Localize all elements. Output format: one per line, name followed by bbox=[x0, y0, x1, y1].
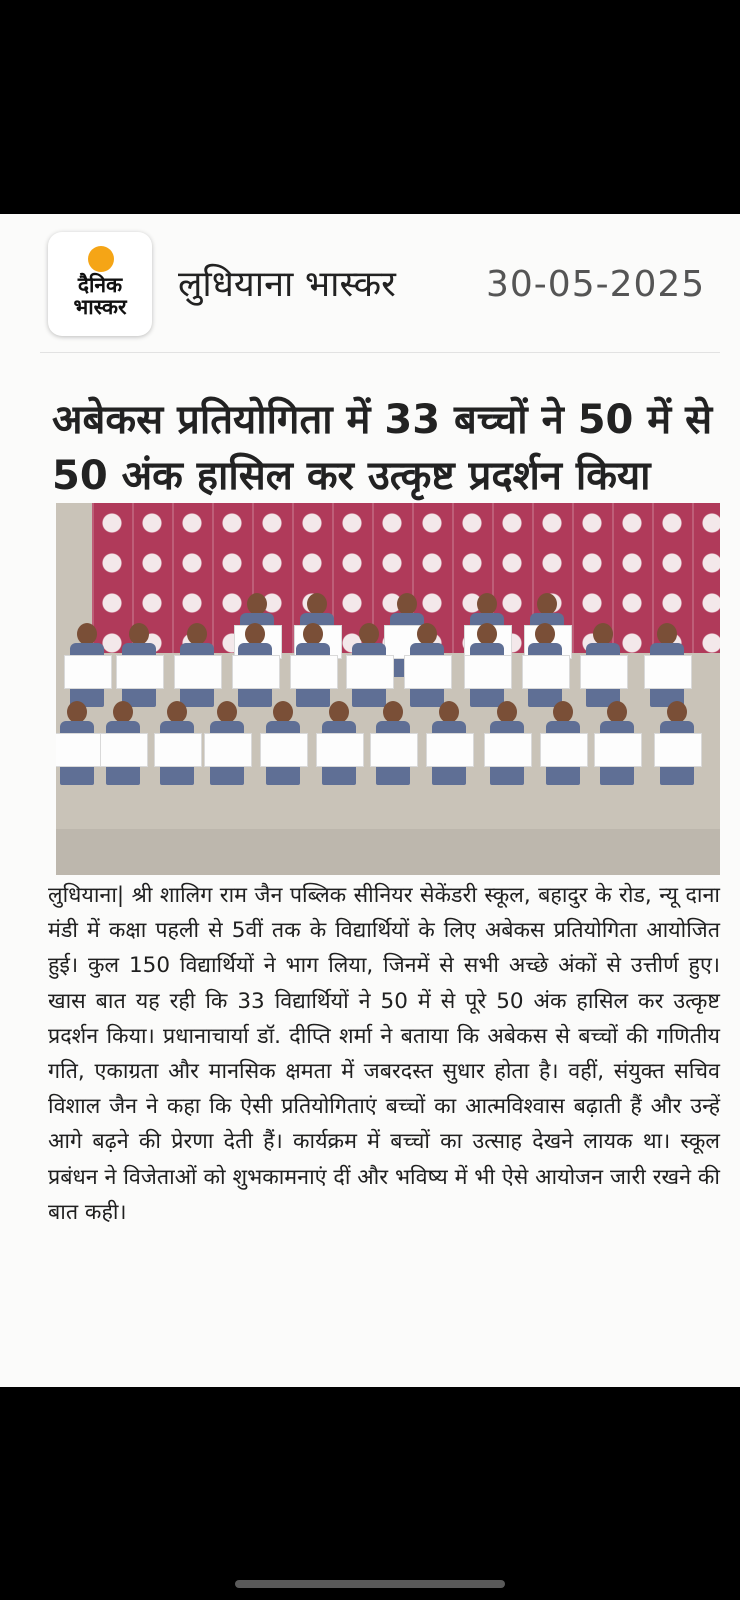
edition-name: लुधियाना भास्कर bbox=[178, 264, 396, 305]
headline-line-2: 50 अंक हासिल कर उत्कृष्ट प्रदर्शन किया bbox=[52, 453, 651, 499]
publication-date: 30-05-2025 bbox=[486, 264, 706, 305]
home-indicator[interactable] bbox=[235, 1580, 505, 1588]
sun-icon bbox=[88, 246, 114, 272]
logo-line-2: भास्कर bbox=[73, 295, 127, 319]
article-headline bbox=[52, 392, 720, 504]
logo-line-1: दैनिक bbox=[77, 273, 123, 297]
dainik-bhaskar-logo bbox=[48, 232, 152, 336]
group-photo bbox=[56, 503, 720, 875]
headline-line-1: अबेकस प्रतियोगिता में 33 बच्चों ने 50 में से bbox=[52, 397, 713, 443]
header-divider bbox=[40, 352, 720, 353]
article-body: लुधियाना| श्री शालिग राम जैन पब्लिक सीनियर सेकेंडरी स्कूल, बहादुर के रोड, न्यू दाना मंडी में कक्षा पहली से 5वीं तक के विद्यार्थियों के लिए अबेकस प्रतियोगिता आयोजित हुई। कुल 150 विद्यार्थियों ने भाग लिया, जिनमें से सभी अच्छे अंकों से उत्तीर्ण हुए। खास बात यह रही कि 33 विद्यार्थियों ने 50 में से पूरे 50 अंक हासिल कर उत्कृष्ट प्रदर्शन किया। प्रधानाचार्या डॉ. दीप्ति शर्मा ने बताया कि अबेकस से बच्चों की गणितीय गति, एकाग्रता और मानसिक क्षमता में जबरदस्त सुधार होता है। वहीं, संयुक्त सचिव विशाल जैन ने कहा कि ऐसी प्रतियोगिताएं बच्चों का आत्मविश्वास बढ़ाती हैं और उन्हें आगे बढ़ने की प्रेरणा देती हैं। कार्यक्रम में बच्चों का उत्साह देखने लायक था। स्कूल प्रबंधन ने विजेताओं को शुभकामनाएं दीं और भविष्य में भी ऐसे आयोजन जारी रखने की बात कही। bbox=[48, 883, 720, 1225]
photo-floor bbox=[56, 829, 720, 875]
